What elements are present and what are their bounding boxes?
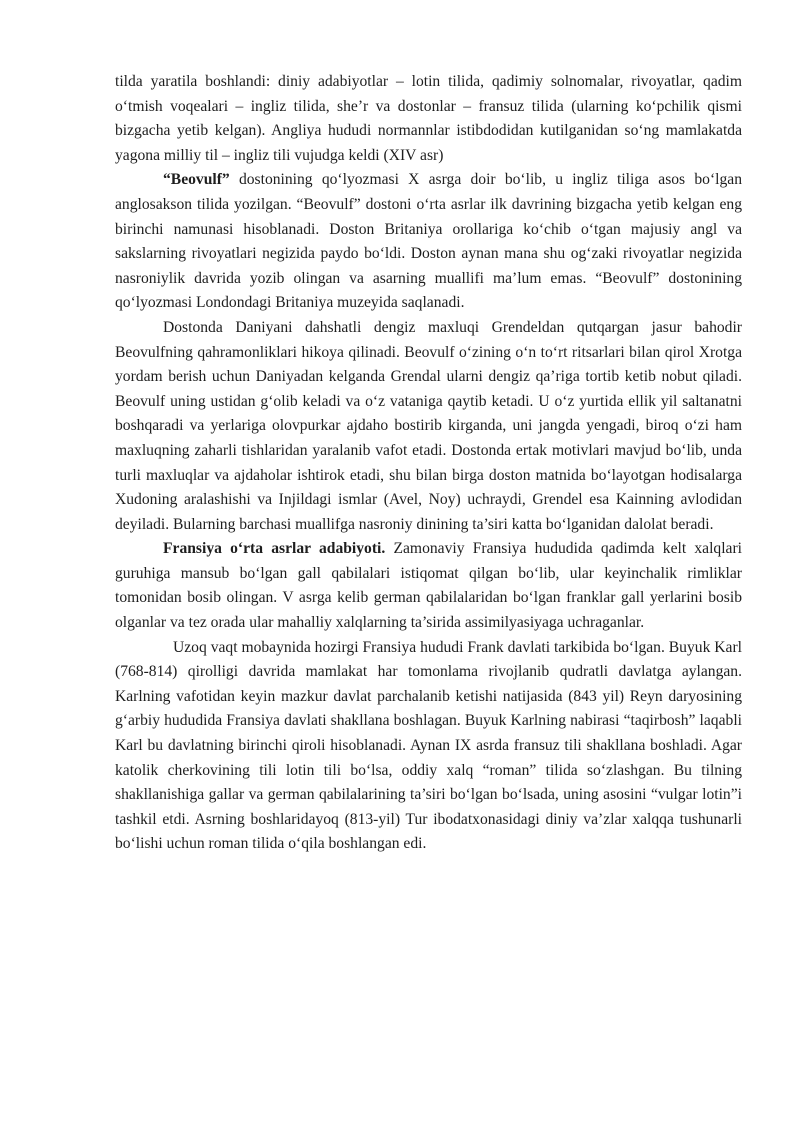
paragraph-lead: “Beovulf”	[163, 171, 230, 189]
paragraph-text: dostonining qo‘lyozmasi X asrga doir bo‘lib, u ingliz tiliga asos bo‘lgan anglosakson tilida yozilgan. “Beovulf” dostoni o‘rta asrlar ilk davrining bizgacha yetib kelgan eng birinchi namunasi hisoblanadi. Doston Britaniya orollariga ko‘chib o‘tgan majusiy angl va sakslarning rivoyatlari negizida paydo bo‘ldi. Doston aynan mana shu og‘zaki rivoyatlar negizida nasroniylik davrida yozib olingan va asarning muallifi ma’lum emas. “Beovulf” dostonining qo‘lyozmasi Londondagi Britaniya muzeyida saqlanadi.	[115, 171, 742, 312]
paragraph-text: Zamonaviy Fransiya hududida qadimda kelt xalqlari guruhiga mansub bo‘lgan gall qabilalari istiqomat qilgan bo‘lib, ular keyinchalik rimliklar tomonidan bosib olingan. V asrga kelib german qabilalaridan bo‘lgan franklar gall yerlarini bosib olganlar va tez orada ular mahalliy xalqlarning ta’sirida assimilyasiyaga uchraganlar.	[115, 540, 742, 632]
paragraph-beovulf	[115, 168, 742, 316]
paragraph-fransiya	[115, 537, 742, 635]
paragraph-text: Uzoq vaqt mobaynida hozirgi Fransiya hududi Frank davlati tarkibida bo‘lgan. Buyuk Karl (768-814) qirolligi davrida mamlakat har tomonlama rivojlanib qudratli davlatga aylangan. Karlning vafotidan keyin mazkur davlat parchalanib ketishi natijasida (843 yil) Reyn daryosining g‘arbiy hududida Fransiya davlati shakllana boshlagan. Buyuk Karlning nabirasi “taqirbosh” laqabli Karl bu davlatning birinchi qiroli hisoblanadi. Aynan IX asrda fransuz tili shakllana boshladi. Agar katolik cherkovining tili lotin tili bo‘lsa, oddiy xalq “roman” tilida so‘zlashgan. Bu tilning shakllanishiga gallar va german qabilalarining ta’siri bo‘lgan bo‘lsada, uning asosini “vulgar lotin”i tashkil etdi. Asrning boshlaridayoq (813-yil) Tur ibodatxonasidagi diniy va’zlar xalqqa tushunarli bo‘lishi uchun roman tilida o‘qila boshlangan edi.	[115, 638, 742, 853]
paragraph	[115, 70, 742, 168]
paragraph-text: Dostonda Daniyani dahshatli dengiz maxluqi Grendeldan qutqargan jasur bahodir Beovulfning qahramonliklari hikoya qilinadi. Beovulf o‘zining o‘n to‘rt ritsarlari bilan qirol Xrotga yordam berish uchun Daniyadan kelganda Grendal ularni dengiz qa’riga tortib ketib nobut qiladi. Beovulf uning ustidan g‘olib keladi va o‘z vataniga qaytib ketadi. U o‘z yurtida ellik yil saltanatni boshqaradi va yerlariga olovpurkar ajdaho bostirib kirganda, uni jangda yengadi, biroq o‘zi ham maxluqning zaharli tishlaridan yaralanib vafot etadi. Dostonda ertak motivlari mavjud bo‘lib, unda turli maxluqlar va ajdaholar ishtirok etadi, shu bilan birga doston matnida bo‘layotgan hodisalarga Xudoning aralashishi va Injildagi ismlar (Avel, Noy) uchraydi, Grendel esa Kainning avlodidan deyiladi. Bularning barchasi muallifga nasroniy dinining ta’siri katta bo‘lganidan dalolat beradi.	[115, 318, 742, 533]
paragraph-text: tilda yaratila boshlandi: diniy adabiyotlar – lotin tilida, qadimiy solnomalar, rivoyatlar, qadim o‘tmish voqealari – ingliz tilida, she’r va dostonlar – fransuz tilida (ularning ko‘pchilik qismi bizgacha yetib kelgan). Angliya hududi normannlar istibdodidan kutilganidan so‘ng mamlakatda yagona milliy til – ingliz tili vujudga keldi (XIV asr)	[115, 73, 742, 164]
paragraph	[115, 636, 742, 857]
paragraph-lead: Fransiya o‘rta asrlar adabiyoti.	[163, 540, 386, 558]
paragraph	[115, 316, 742, 537]
document-page	[115, 70, 742, 857]
